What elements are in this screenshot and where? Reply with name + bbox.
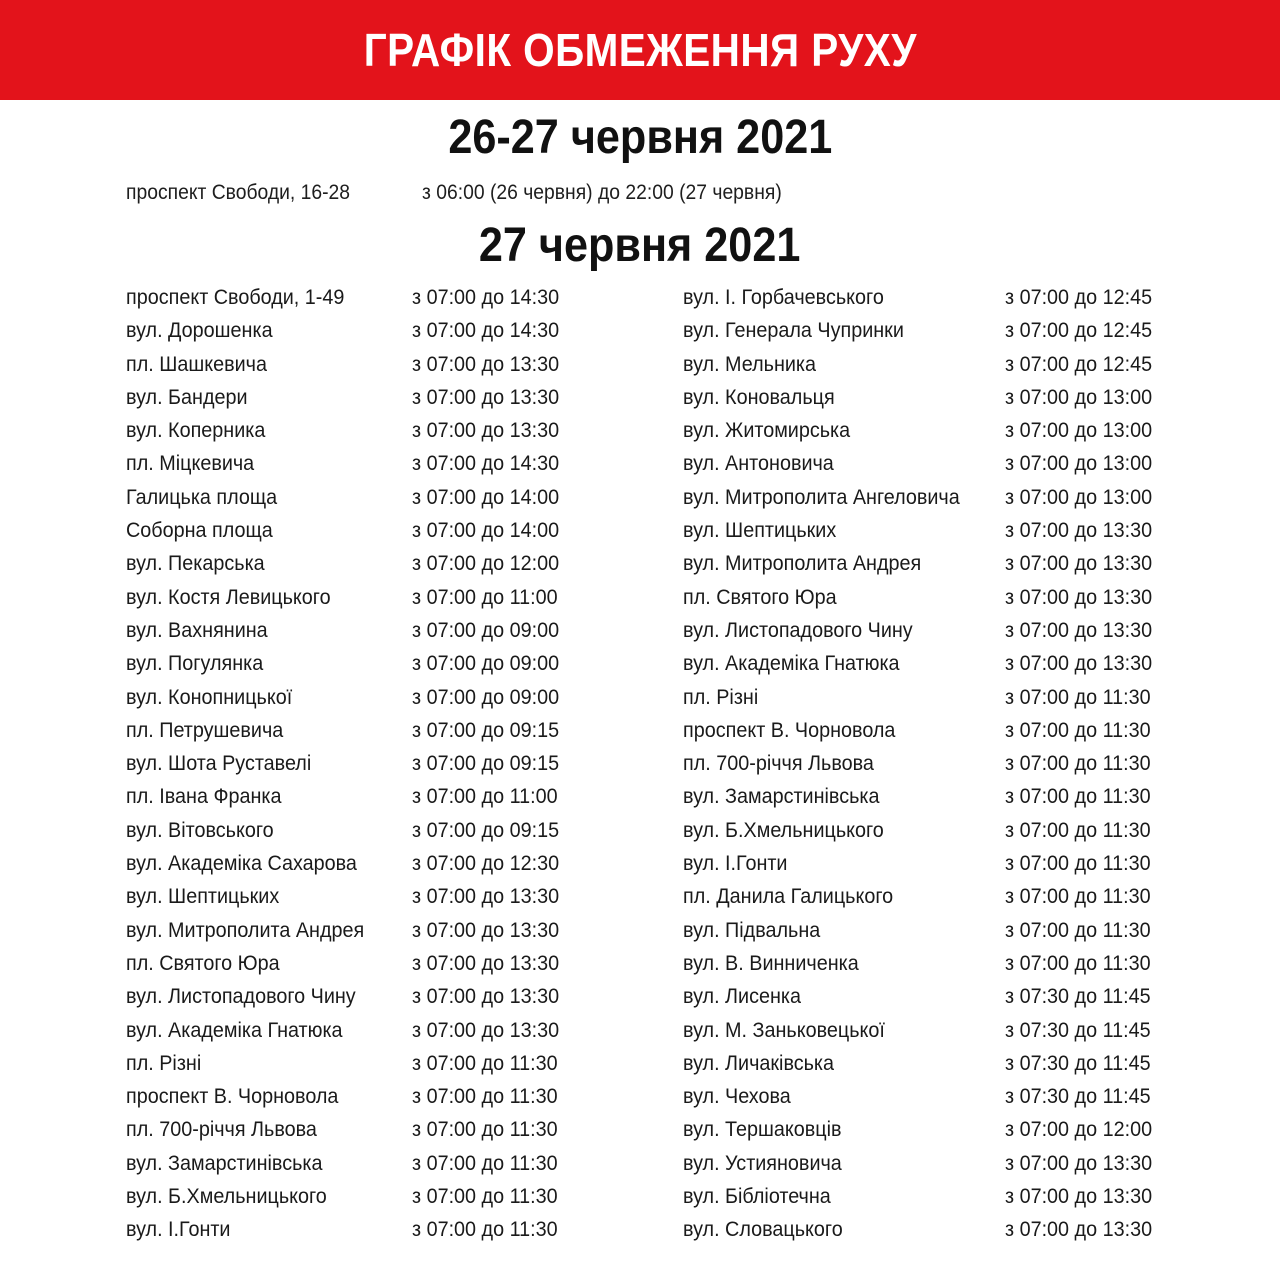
time-range: з 07:30 до 11:45 (1005, 1084, 1151, 1109)
time-range: з 07:00 до 09:15 (412, 751, 560, 776)
street-name: проспект В. Чорновола (683, 717, 896, 742)
section1-heading (0, 110, 1280, 165)
street-name: пл. 700-річчя Львова (126, 1117, 317, 1142)
street-name: вул. Листопадового Чину (683, 617, 913, 642)
time-range: з 07:00 до 09:15 (412, 817, 560, 842)
street-name: вул. Мельника (683, 351, 817, 376)
street-name: вул. Дорошенка (126, 318, 273, 343)
street-name: пл. Петрушевича (126, 717, 284, 742)
street-name: вул. Академіка Гнатюка (683, 651, 900, 676)
street-name: вул. Коперника (126, 418, 266, 443)
time-range: з 07:00 до 09:00 (412, 651, 560, 676)
street-name: вул. Митрополита Андрея (126, 917, 365, 942)
street-name: Галицька площа (126, 484, 278, 509)
street-name: вул. Митрополита Андрея (683, 551, 922, 576)
street-name: вул. Конопницької (126, 684, 293, 709)
street-name: вул. Б.Хмельницького (126, 1184, 327, 1209)
time-range: з 07:00 до 12:00 (1005, 1117, 1153, 1142)
time-range: з 07:00 до 11:30 (1005, 784, 1151, 809)
time-range: з 07:00 до 11:00 (412, 584, 558, 609)
time-range: з 07:00 до 13:30 (1005, 1217, 1153, 1242)
time-range: з 07:00 до 09:00 (412, 617, 560, 642)
time-range: з 07:00 до 11:30 (412, 1184, 558, 1209)
street-name: проспект В. Чорновола (126, 1084, 339, 1109)
time-range: з 07:00 до 14:00 (412, 518, 560, 543)
time-range: з 07:00 до 11:30 (1005, 817, 1151, 842)
street-name: вул. Личаківська (683, 1050, 835, 1075)
street-name: вул. Шептицьких (683, 518, 837, 543)
street-name: вул. Словацького (683, 1217, 843, 1242)
time-range: з 07:00 до 11:30 (1005, 851, 1151, 876)
street-name: вул. Вітовського (126, 817, 274, 842)
time-range: з 07:00 до 13:30 (412, 884, 560, 909)
time-range: з 07:00 до 11:30 (1005, 917, 1151, 942)
time-range: з 07:00 до 13:30 (1005, 1150, 1153, 1175)
street-name: вул. Листопадового Чину (126, 984, 356, 1009)
time-range: з 07:00 до 13:00 (1005, 484, 1153, 509)
street-name: вул. Академіка Сахарова (126, 851, 357, 876)
time-range: з 07:00 до 12:45 (1005, 351, 1153, 376)
time-range: з 07:00 до 13:00 (1005, 384, 1153, 409)
time-range: з 07:00 до 14:30 (412, 318, 560, 343)
time-range: з 07:00 до 14:00 (412, 484, 560, 509)
street-name: пл. Івана Франка (126, 784, 282, 809)
street-name: вул. Б.Хмельницького (683, 817, 884, 842)
street-name: вул. Тершаковців (683, 1117, 842, 1142)
time-range: з 07:00 до 12:00 (412, 551, 560, 576)
street-name: вул. І.Гонти (683, 851, 788, 876)
street-name: вул. Підвальна (683, 917, 821, 942)
street-name: вул. Бандери (126, 384, 248, 409)
street-name: пл. Святого Юра (126, 950, 280, 975)
street-name: вул. І. Горбачевського (683, 285, 884, 309)
street-name: вул. Шептицьких (126, 884, 280, 909)
time-range: з 07:00 до 13:30 (412, 950, 560, 975)
section1-time-text: з 06:00 (26 червня) до 22:00 (27 червня) (422, 181, 782, 204)
time-range: з 07:00 до 14:30 (412, 285, 560, 309)
street-name: вул. Замарстинівська (683, 784, 880, 809)
street-name: вул. Чехова (683, 1084, 791, 1109)
time-range: з 07:00 до 13:30 (412, 351, 560, 376)
section1-street (126, 181, 370, 205)
time-range: з 07:00 до 13:30 (1005, 651, 1153, 676)
time-range: з 07:00 до 11:30 (412, 1117, 558, 1142)
street-name: проспект Свободи, 1-49 (126, 285, 345, 309)
street-name: вул. Погулянка (126, 651, 264, 676)
page-title: ГРАФІК ОБМЕЖЕННЯ РУХУ (363, 24, 917, 76)
street-name: пл. Міцкевича (126, 451, 255, 476)
time-range: з 07:00 до 11:30 (412, 1150, 558, 1175)
street-name: вул. І.Гонти (126, 1217, 231, 1242)
street-name: вул. Митрополита Ангеловича (683, 484, 960, 509)
time-range: з 07:00 до 12:45 (1005, 318, 1153, 343)
section1-street-text: проспект Свободи, 16-28 (126, 181, 351, 204)
time-range: з 07:00 до 12:30 (412, 851, 560, 876)
time-range: з 07:30 до 11:45 (1005, 984, 1151, 1009)
street-name: пл. Данила Галицького (683, 884, 894, 909)
street-name: вул. Вахнянина (126, 617, 268, 642)
street-name: пл. Різні (683, 684, 759, 709)
section2-heading (0, 218, 1280, 273)
street-name: вул. Костя Левицького (126, 584, 331, 609)
street-name: вул. Шота Руставелі (126, 751, 312, 776)
time-range: з 07:00 до 13:30 (1005, 1184, 1153, 1209)
street-name: вул. Коновальця (683, 384, 835, 409)
time-range: з 07:00 до 14:30 (412, 451, 560, 476)
time-range: з 07:00 до 13:00 (1005, 451, 1153, 476)
time-range: з 07:00 до 11:30 (412, 1084, 558, 1109)
time-range: з 07:00 до 11:30 (1005, 684, 1151, 709)
street-name: вул. М. Заньковецької (683, 1017, 885, 1042)
time-range: з 07:00 до 09:15 (412, 717, 560, 742)
section1-heading-text: 26-27 червня 2021 (448, 111, 832, 164)
time-range: з 07:00 до 09:00 (412, 684, 560, 709)
street-name: вул. Генерала Чупринки (683, 318, 904, 343)
time-range: з 07:00 до 11:30 (1005, 751, 1151, 776)
street-name: вул. Пекарська (126, 551, 265, 576)
street-name: вул. Замарстинівська (126, 1150, 323, 1175)
time-range: з 07:00 до 13:30 (1005, 584, 1153, 609)
title-banner (0, 0, 1280, 100)
time-range: з 07:00 до 11:30 (412, 1050, 558, 1075)
time-range: з 07:00 до 13:30 (412, 917, 560, 942)
time-range: з 07:00 до 11:00 (412, 784, 558, 809)
time-range: з 07:00 до 12:45 (1005, 285, 1153, 309)
street-name: вул. Лисенка (683, 984, 802, 1009)
time-range: з 07:00 до 11:30 (1005, 884, 1151, 909)
time-range: з 07:00 до 13:30 (412, 1017, 560, 1042)
time-range: з 07:00 до 13:30 (1005, 617, 1153, 642)
time-range: з 07:00 до 13:30 (1005, 551, 1153, 576)
street-name: вул. В. Винниченка (683, 950, 859, 975)
street-name: вул. Академіка Гнатюка (126, 1017, 343, 1042)
street-name: пл. Шашкевича (126, 351, 267, 376)
section2-heading-text: 27 червня 2021 (479, 219, 801, 272)
time-range: з 07:00 до 13:30 (412, 418, 560, 443)
street-name: вул. Антоновича (683, 451, 834, 476)
time-range: з 07:00 до 13:30 (1005, 518, 1153, 543)
street-name: Соборна площа (126, 518, 273, 543)
street-name: пл. Святого Юра (683, 584, 837, 609)
time-range: з 07:00 до 11:30 (1005, 717, 1151, 742)
time-range: з 07:00 до 13:00 (1005, 418, 1153, 443)
time-range: з 07:30 до 11:45 (1005, 1050, 1151, 1075)
time-range: з 07:00 до 11:30 (412, 1217, 558, 1242)
time-range: з 07:00 до 11:30 (1005, 950, 1151, 975)
street-name: вул. Устияновича (683, 1150, 842, 1175)
time-range: з 07:00 до 13:30 (412, 984, 560, 1009)
time-range: з 07:30 до 11:45 (1005, 1017, 1151, 1042)
street-name: вул. Бібліотечна (683, 1184, 831, 1209)
street-name: пл. Різні (126, 1050, 202, 1075)
time-range: з 07:00 до 13:30 (412, 384, 560, 409)
street-name: пл. 700-річчя Львова (683, 751, 874, 776)
street-name: вул. Житомирська (683, 418, 851, 443)
section1-time (422, 181, 813, 205)
